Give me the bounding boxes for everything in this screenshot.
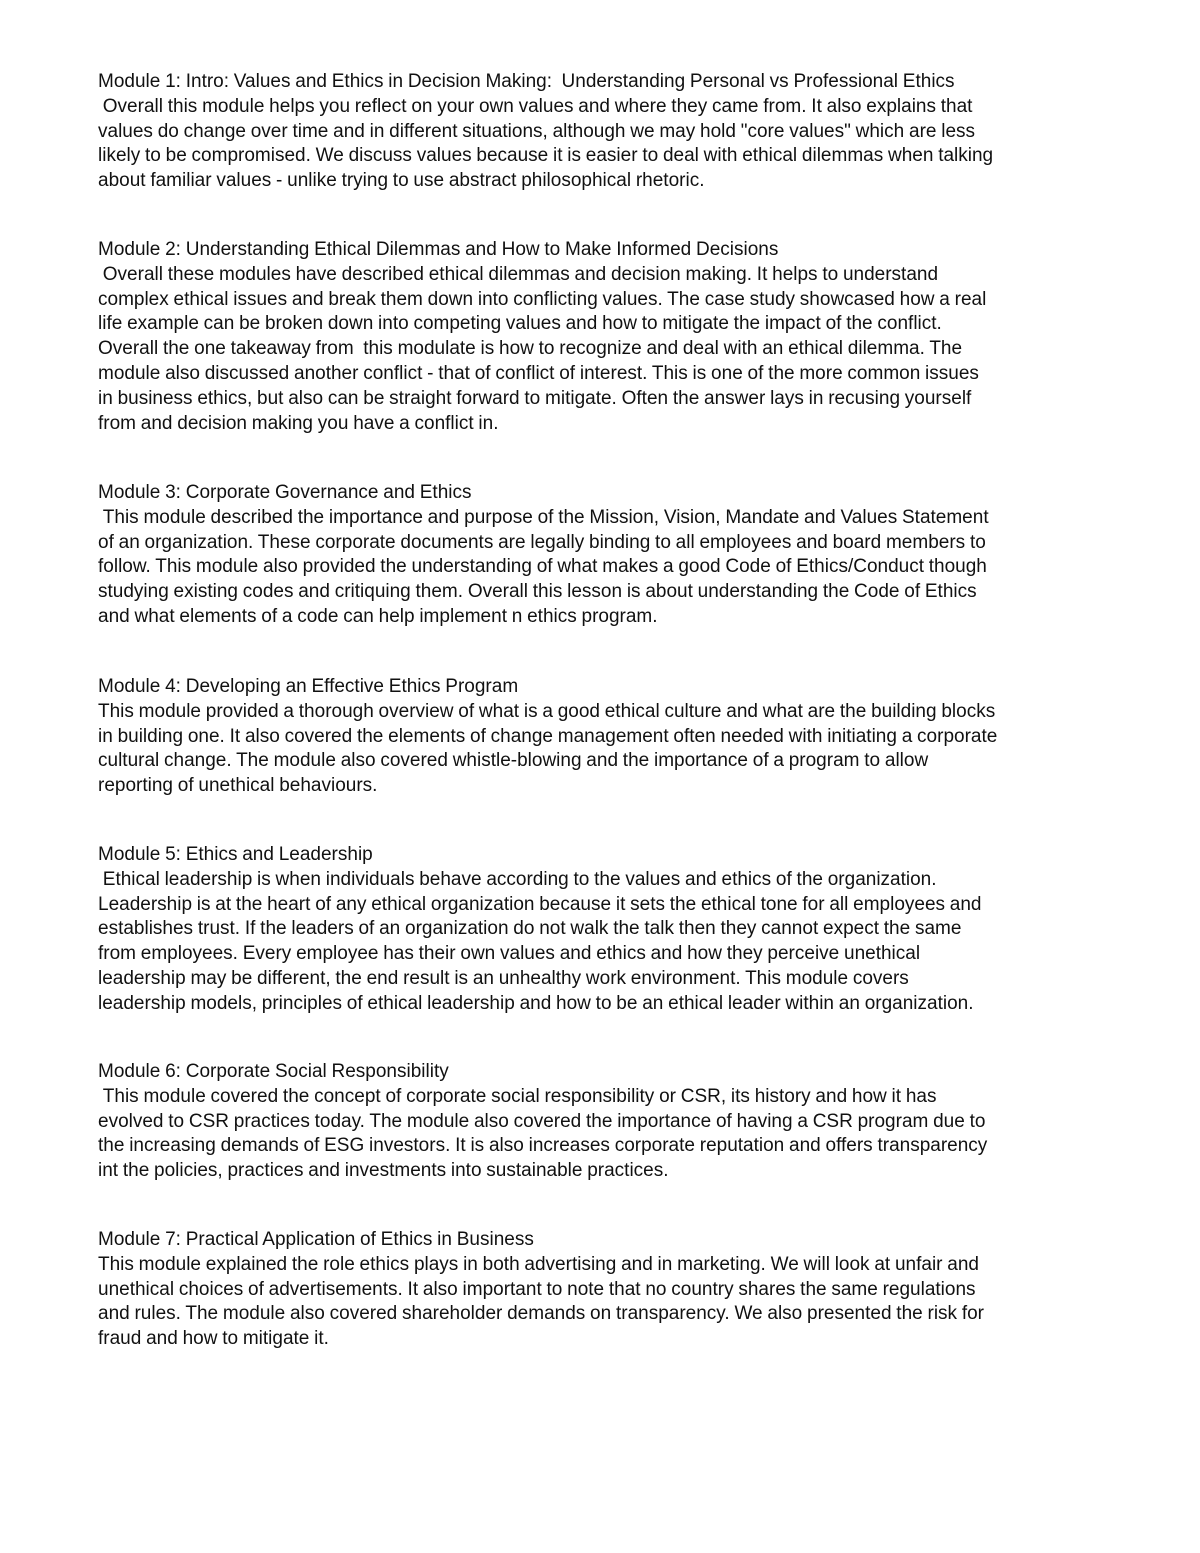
module-3-title: Module 3: Corporate Governance and Ethics bbox=[98, 482, 472, 503]
module-1-body: Overall this module helps you reflect on your own values and where they came from. It also explains that values do change over time and in different situations, although we may hold "core values" which are less likely to be compromised. We discuss values because it is easier to deal with ethical dilemmas when talking about familiar values - unlike trying to use abstract philosophical rhetoric. bbox=[98, 95, 994, 192]
module-7-title: Module 7: Practical Application of Ethics in Business bbox=[98, 1229, 534, 1250]
module-7-body: This module explained the role ethics plays in both advertising and in marketing. We will look at unfair and unethical choices of advertisements. It also important to note that no country shares the same regulations and rules. The module also covered shareholder demands on transparency. We also presented the risk for fraud and how to mitigate it. bbox=[98, 1253, 985, 1350]
module-2-section bbox=[98, 238, 986, 436]
module-5-title: Module 5: Ethics and Leadership bbox=[98, 844, 373, 865]
module-3-section bbox=[98, 481, 989, 630]
module-4-title: Module 4: Developing an Effective Ethics Program bbox=[98, 676, 519, 697]
module-7-section bbox=[98, 1228, 984, 1352]
module-2-title: Module 2: Understanding Ethical Dilemmas and How to Make Informed Decisions bbox=[98, 239, 779, 260]
module-6-section bbox=[98, 1060, 987, 1184]
module-4-section bbox=[98, 675, 997, 799]
module-3-body: This module described the importance and purpose of the Mission, Vision, Mandate and Values Statement of an organization. These corporate documents are legally binding to all employees and board members to follow. This module also provided the understanding of what makes a good Code of Ethics/Conduct though studying existing codes and critiquing them. Overall this lesson is about understanding the Code of Ethics and what elements of a code can help implement n ethics program. bbox=[98, 506, 989, 627]
module-5-section bbox=[98, 843, 982, 1017]
module-1-title: Module 1: Intro: Values and Ethics in Decision Making: Understanding Personal vs Professional Ethics bbox=[98, 71, 955, 92]
module-6-title: Module 6: Corporate Social Responsibility bbox=[98, 1061, 449, 1082]
module-1-section bbox=[98, 70, 993, 194]
module-2-body: Overall these modules have described ethical dilemmas and decision making. It helps to understand complex ethical issues and break them down into conflicting values. The case study showcased how a real life example can be broken down into competing values and how to mitigate the impact of the conflict. Overall the one takeaway from this modulate is how to recognize and deal with an ethical dilemma. The module also discussed another conflict - that of conflict of interest. This is one of the more common issues in business ethics, but also can be straight forward to mitigate. Often the answer lays in recusing yourself from and decision making you have a conflict in. bbox=[98, 263, 987, 434]
module-4-body: This module provided a thorough overview of what is a good ethical culture and what are the building blocks in building one. It also covered the elements of change management often needed with initiating a corporate cultural change. The module also covered whistle-blowing and the importance of a program to allow reporting of unethical behaviours. bbox=[98, 700, 998, 797]
module-6-body: This module covered the concept of corporate social responsibility or CSR, its history and how it has evolved to CSR practices today. The module also covered the importance of having a CSR program due to the increasing demands of ESG investors. It is also increases corporate reputation and offers transparency int the policies, practices and investments into sustainable practices. bbox=[98, 1085, 988, 1182]
module-5-body: Ethical leadership is when individuals behave according to the values and ethics of the organization. Leadership is at the heart of any ethical organization because it sets the ethical tone for all employees and establishes trust. If the leaders of an organization do not walk the talk then they cannot expect the same from employees. Every employee has their own values and ethics and how they perceive unethical leadership may be different, the end result is an unhealthy work environment. This module covers leadership models, principles of ethical leadership and how to be an ethical leader within an organization. bbox=[98, 868, 982, 1014]
